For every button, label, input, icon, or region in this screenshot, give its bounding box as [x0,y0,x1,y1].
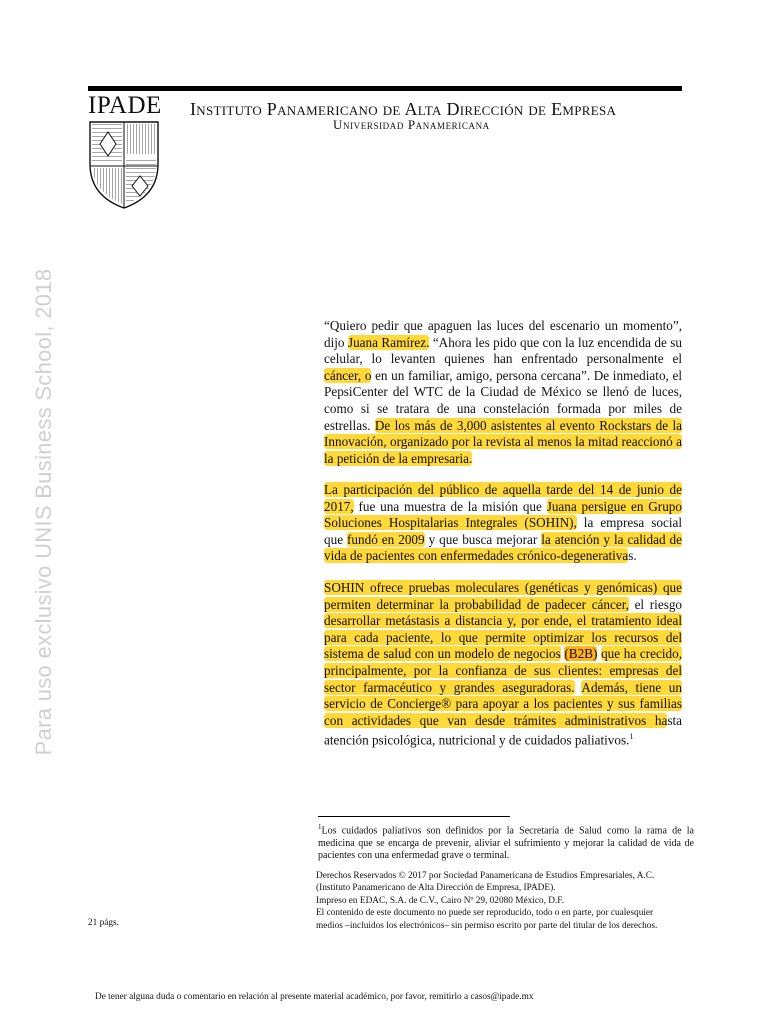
footnote-text: Los cuidados paliativos son definidos por la Secretaría de Salud como la rama de la medicina que se encarga de prevenir, aliviar el sufrimiento y mejorar la calidad de vida de pacientes con una enfermedad grave o terminal. [318,825,694,862]
highlighted-text: cáncer, o [324,367,372,383]
body-text: en un familiar, amigo, persona cercana”. De inmediato, el PepsiCenter del WTC de la Ciudad de México se llenó de luces, como si se tratara de una constelación formada por miles de estrellas. [324,367,682,433]
highlighted-text: desarrollar metástasis a distancia y, por ende, el tratamiento ideal para cada paciente, lo que permite optimizar los recursos del sistema de salud con un modelo de negocios [324,613,682,662]
paragraph-3 [324,580,682,749]
page-count: 21 págs. [88,918,119,928]
copyright-line-5: medios –incluidos los electrónicos– sin permiso escrito por parte del titular de los derechos. [316,920,658,931]
ipade-logo-text: IPADE [88,92,162,119]
copyright-block [316,870,696,932]
watermark: Para uso exclusivo UNIS Business School, 2018 [31,268,56,756]
highlighted-text: La participación del público de aquella tarde del 14 de junio de 2017, [324,482,682,514]
footnote-separator [318,816,510,817]
institution-subtitle: Universidad Panamericana [333,117,490,132]
body-text: “Quiero pedir que apaguen las luces del escenario un momento”, dijo [324,318,682,350]
highlighted-text: SOHIN ofrece pruebas moleculares (genéticas y genómicas) que permiten determinar la probabilidad de padecer cáncer, [324,580,682,612]
body-text: y que busca mejorar [424,531,542,547]
highlighted-text: fundó en 2009 [347,531,425,547]
copyright-line-3: Impreso en EDAC, S.A. de C.V., Cairo Nº 29, 02080 México, D.F. [316,895,565,906]
body-text: s. [628,548,637,564]
contact-note: De tener alguna duda o comentario en relación al presente material académico, por favor, remitirlo a casos@ipade.mx [95,992,534,1002]
body-text: fue una muestra de la misión que [353,498,547,514]
copyright-line-2: (Instituto Panamericano de Alta Dirección de Empresa, IPADE). [316,883,556,894]
body-text: “Ahora les pido que con la luz encendida de su celular, lo levanten quienes han enfrentado personalmente el [324,334,682,367]
body-text: el riesgo [628,596,683,612]
footnote-marker: 1 [318,823,322,831]
highlighted-text: que ha crecido, principalmente, por la confianza de sus clientes: empresas del sector farmacéutico y grandes aseguradoras. [324,646,683,695]
paragraph-1 [324,318,682,467]
copyright-line-1: Derechos Reservados © 2017 por Sociedad Panamericana de Estudios Empresariales, A.C. [316,871,655,881]
copyright-line-4: El contenido de este documento no puede ser reproducido, todo o en parte, por cualesquier [316,908,654,919]
body-text: la empresa social que [324,515,683,547]
highlighted-text: Juana Ramírez. [347,334,430,350]
highlighted-text: la atención y la calidad de vida de pacientes con enfermedades crónico-degenerativa [324,531,682,564]
highlighted-text-orange: (B2B) [564,646,598,662]
paragraph-2 [324,482,682,565]
highlighted-text: Juana persigue en Grupo Soluciones Hospitalarias Integrales (SOHIN), [324,498,682,531]
footnote [318,821,694,863]
highlighted-text: De los más de 3,000 asistentes al evento Rockstars de la Innovación, organizado por la revista al menos la mitad reaccionó a la petición de la empresaria. [324,417,682,466]
body-text: sta atención psicológica, nutricional y de cuidados paliativos. [324,712,682,748]
highlighted-text: Además, tiene un servicio de Concierge® para apoyar a los pacientes y sus familias con actividades que van desde trámites administrativos ha [324,679,682,728]
ipade-shield-icon [88,120,160,210]
institution-name: Instituto Panamericano de Alta Dirección de Empresa [190,99,617,119]
footnote-reference: 1 [629,732,634,742]
header-rule [88,86,682,91]
